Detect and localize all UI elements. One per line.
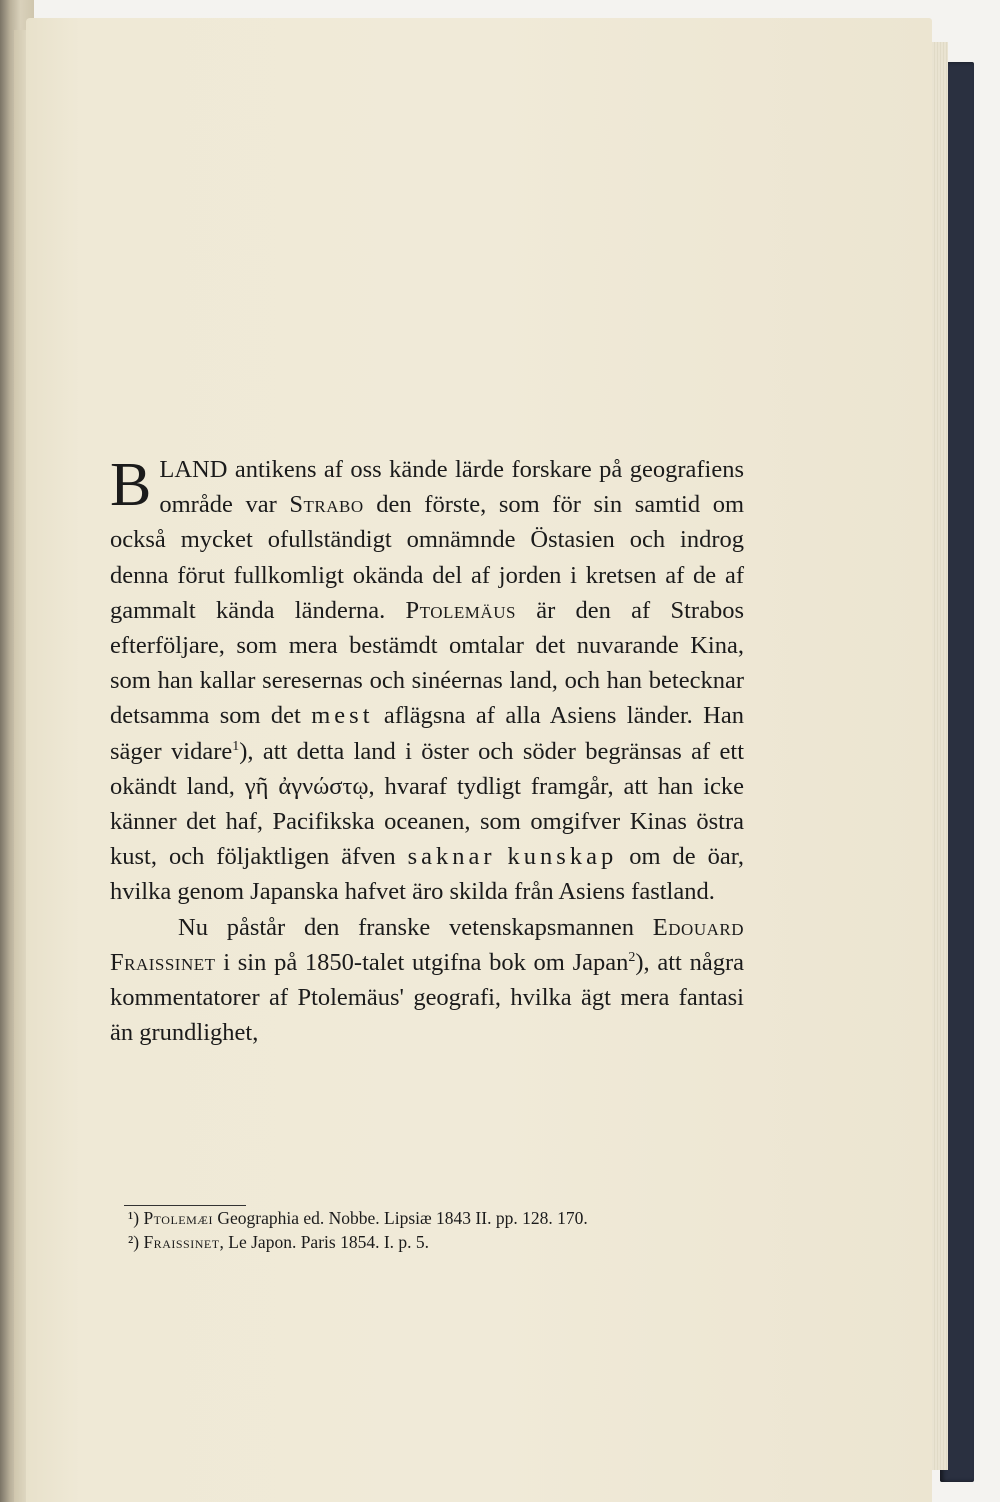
text-segment: den förste, som för sin samtid om också mycket ofullständigt omnämnde Östasien och indrog denna förut fullkomligt okända del af jorden i kretsen af de af gammalt kända länderna. [110, 491, 745, 624]
footnote-author: Fraissinet [143, 1232, 220, 1252]
text-segment: ), att några kommentatorer af Ptolemäus' geografi, hvilka ägt mera fantasi än grundlighet, [110, 948, 744, 1047]
drop-cap: B [110, 451, 152, 519]
name-strabo: Strabo [289, 491, 364, 519]
text-segment: om de öar, hvilka genom Japanska hafvet äro skilda från Asiens fastland. [110, 843, 745, 906]
footnote-ref-1: 1 [232, 738, 240, 754]
footnote-author: Ptolemæi [143, 1208, 213, 1228]
paragraph-2 [110, 910, 744, 1051]
text-segment: ), att detta land i öster och söder begränsas af ett okändt land, [110, 737, 745, 800]
footnote-marker: ²) [128, 1232, 140, 1252]
body-text [110, 452, 744, 1050]
name-fraissinet: Edouard Fraissinet [110, 913, 744, 976]
greek-phrase: γῆ ἀγνώστῳ [244, 772, 369, 800]
spaced-word: mest [311, 702, 374, 730]
lead-word: LAND [159, 456, 228, 483]
spaced-word: kunskap [507, 843, 618, 871]
text-segment: aflägsna af alla Asiens länder. Han säger vidare [110, 702, 744, 765]
text-segment: antikens af oss kände lärde forskare på geografiens område var [159, 456, 744, 519]
text-segment: , hvaraf tydligt framgår, att han icke känner det haf, Pacifikska oceanen, som omgifver Kinas östra kust, och följaktligen äfven [110, 772, 744, 871]
footnote-text: Geographia ed. Nobbe. Lipsiæ 1843 II. pp. 128. 170. [212, 1208, 588, 1228]
text-segment: Nu påstår den franske vetenskapsmannen [178, 913, 653, 941]
footnote-text: , Le Japon. Paris 1854. I. p. 5. [219, 1232, 430, 1252]
spaced-word: saknar [407, 843, 496, 871]
name-ptolemaus: Ptolemäus [405, 596, 516, 624]
footnote-2 [124, 1230, 748, 1254]
footnote-1 [124, 1206, 748, 1230]
footnote-ref-2: 2 [628, 949, 636, 965]
text-segment: i sin på 1850-talet utgifna bok om Japan [215, 948, 629, 976]
paragraph-1 [110, 452, 744, 910]
footnote-marker: ¹) [128, 1208, 140, 1228]
text-segment: är den af Strabos efterföljare, som mera bestämdt omtalar det nuvarande Kina, som han kallar seresernas och sinéernas land, och han betecknar detsamma som det [110, 596, 744, 730]
footnotes [124, 1206, 748, 1254]
